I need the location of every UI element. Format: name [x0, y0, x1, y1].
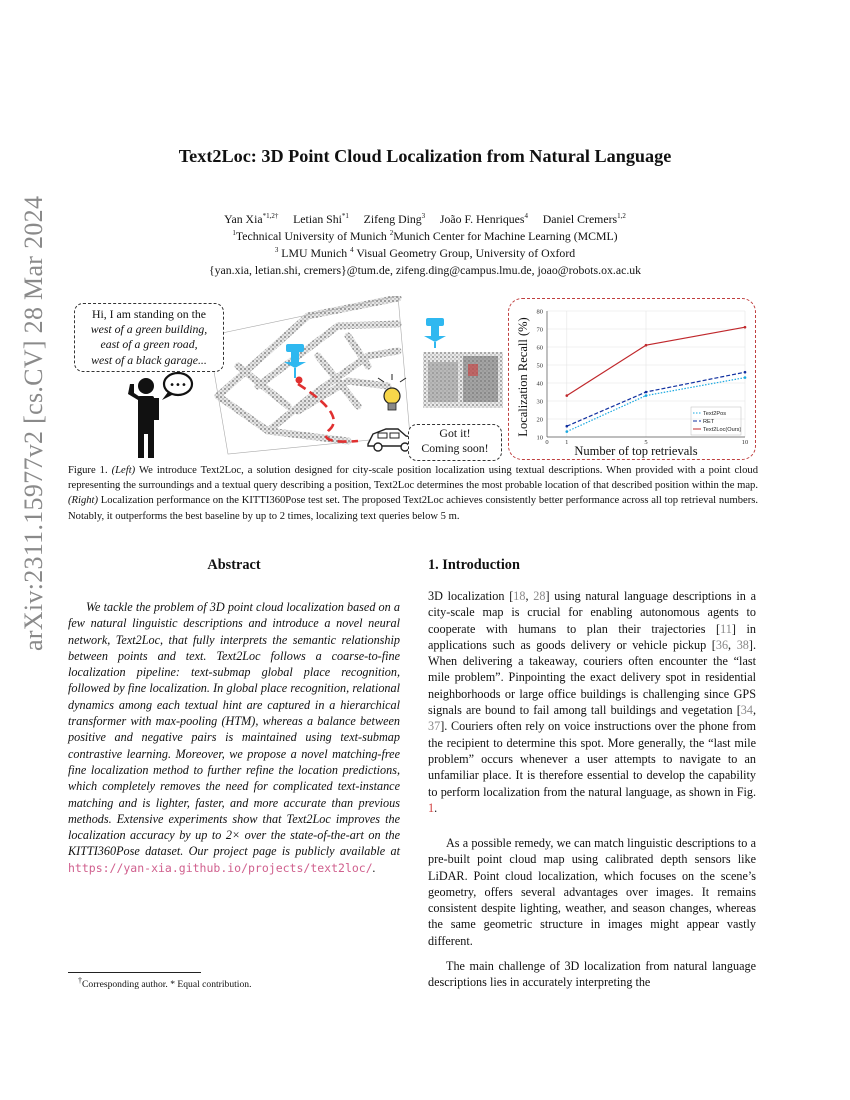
person-on-phone-icon [128, 378, 159, 458]
intro-text: 3D localization [ [428, 589, 514, 603]
introduction-heading: 1. Introduction [428, 557, 520, 573]
abstract-body [68, 599, 400, 876]
caption-right-tag: (Right) [68, 495, 99, 507]
citation-link[interactable]: 28 [533, 589, 546, 603]
car-reply-line-1: Got it! [439, 426, 471, 440]
intro-text: ]. When delivering a takeaway, couriers often encounter the “last mile problem”. Pinpointing the exact delivery spot in residential neighborhoods or large office buildings is challenging since GPS signals are bound to fail among tall buildings and vegetation [ [428, 637, 756, 718]
author: Letian Shi$^{*1}$ [293, 212, 349, 226]
data-point [566, 394, 569, 397]
x-tick-label: 0 [545, 439, 549, 446]
y-tick-label: 10 [536, 434, 543, 442]
data-point [645, 394, 648, 397]
citation-link[interactable]: 37 [428, 719, 441, 734]
data-point [744, 371, 747, 374]
light-bulb-icon [378, 374, 406, 410]
recall-chart-frame [508, 298, 756, 460]
author: João F. Henriques$^4$ [439, 212, 528, 226]
y-tick-label: 50 [536, 362, 543, 370]
legend-label: Text2Pos [703, 411, 727, 417]
data-point [645, 391, 648, 394]
author: Zifeng Ding$^3$ [363, 212, 426, 226]
intro-paragraph-1 [428, 588, 756, 816]
citation-link[interactable]: 18 [513, 589, 526, 603]
y-tick-label: 80 [536, 308, 543, 316]
data-point [566, 425, 569, 428]
legend-label: Text2Loc(Ours) [703, 427, 742, 433]
citation-link[interactable]: 34 [740, 703, 753, 718]
author-list [0, 212, 850, 227]
query-speech-bubble [74, 303, 224, 372]
abstract-end: . [372, 860, 376, 875]
footnote-rule [68, 972, 201, 973]
local-point-cloud-scene [423, 352, 503, 408]
recall-line-chart [509, 299, 755, 459]
citation-link[interactable]: 36 [715, 637, 729, 652]
footnote-mark: † [78, 976, 82, 985]
affiliation-line-1: $^1$Technical University of Munich $^2$Munich Center for Machine Learning (MCML) [232, 229, 618, 243]
y-tick-label: 40 [536, 380, 543, 388]
target-location-dot [296, 377, 303, 384]
data-point [645, 344, 648, 347]
intro-text: ] using natural language descriptions in a city-scale map is crucial for enabling autonomous agents to cooperate with humans to plan their trajectories [ [428, 589, 756, 636]
data-point [744, 376, 747, 379]
caption-label: Figure 1. [68, 465, 108, 476]
project-page-link[interactable]: https://yan-xia.github.io/projects/text2loc/ [68, 860, 373, 875]
intro-text: , [752, 703, 756, 718]
y-tick-label: 60 [536, 344, 543, 352]
citation-link[interactable]: 11 [720, 621, 732, 636]
chart-xlabel: Number of top retrievals [574, 444, 698, 458]
intro-paragraph-3: The main challenge of 3D localization from natural language descriptions lies in accurately interpreting the [428, 959, 756, 990]
intro-text: , [728, 637, 737, 652]
author: Yan Xia$^{*1,2\dagger}$ [224, 212, 279, 226]
intro-text: ]. Couriers often rely on voice instructions over the phone from the recipient to determine this spot. More generally, the “last mile problem” occurs whenever a user attempts to navigate to an unfamiliar place. It is therefore essential to develop the capability to perform localization from the natural language, as shown in Fig. [428, 719, 756, 799]
bubble-line-1: Hi, I am standing on the [91, 307, 207, 321]
series-line [567, 372, 745, 426]
caption-text-1: We introduce Text2Loc, a solution designed for city-scale position localization using textual descriptions. When provided with a point cloud representing the surroundings and a textual query describing a position, Text2Loc determines the most probable location of that described position within the map. [68, 465, 758, 492]
bubble-line-2: west of a green building, [90, 322, 208, 337]
intro-text: . [434, 800, 438, 815]
bubble-line-3: east of a green road, [100, 337, 198, 352]
figure-ref-link[interactable]: 1 [428, 800, 435, 815]
caption-left-tag: (Left) [111, 465, 136, 476]
chart-legend [691, 407, 741, 435]
caption-text-2: Localization performance on the KITTI360Pose test set. The proposed Text2Loc achieves consistently better performance across all top retrieval numbers. Notably, it outperforms the best baseline by up to 2 times, localizing text queries below 5 m. [68, 495, 758, 522]
citation-link[interactable]: 38 [736, 637, 749, 652]
abstract-heading: Abstract [207, 557, 261, 573]
data-point [566, 430, 569, 433]
y-tick-label: 70 [536, 326, 543, 334]
figure-caption [68, 463, 758, 524]
series-line [567, 327, 745, 395]
series-line [567, 378, 745, 432]
x-tick-label: 10 [741, 439, 749, 446]
map-pin-icon [424, 318, 446, 348]
affiliation-line-2: $^3$ LMU Munich $^4$ Visual Geometry Group, University of Oxford [274, 246, 576, 260]
author-emails: {yan.xia, letian.shi, cremers}@tum.de, zifeng.ding@campus.lmu.de, joao@robots.ox.ac.uk [208, 263, 642, 277]
footnote-text: Corresponding author. * Equal contribution. [82, 979, 252, 991]
figure-illustration [68, 296, 508, 460]
paper-title: Text2Loc: 3D Point Cloud Localization from Natural Language [178, 146, 672, 166]
footnote [68, 976, 378, 990]
abstract-text: We tackle the problem of 3D point cloud localization based on a few natural linguistic descriptions and introduce a novel neural network, Text2Loc, that fully interprets the semantic relationship between points and text. Text2Loc follows a coarse-to-fine localization pipeline: text-submap global place recognition, followed by fine localization. In global place recognition, relational dynamics among each textual hint are captured in a hierarchical transformer with max-pooling (HTM), whereas a balance between positive and negative pairs is maintained using text-submap contrastive learning. Moreover, we propose a novel matching-free fine localization method to further refine the location predictions, which completely removes the need for complicated text-instance matching and is lighter, faster, and more accurate than previous methods. Extensive experiments show that Text2Loc improves the localization accuracy by up to 2× over the state-of-the-art on the KITTI360Pose dataset. Our project page is publicly available at [68, 600, 400, 859]
y-tick-label: 30 [536, 398, 543, 406]
y-tick-label: 20 [536, 416, 543, 424]
arxiv-side-stamp: arXiv:2311.15977v2 [cs.CV] 28 Mar 2024 [19, 195, 48, 651]
data-point [744, 326, 747, 329]
bubble-line-4: west of a black garage... [91, 352, 207, 367]
point-cloud-streets [218, 298, 398, 441]
speech-dots: ••• [169, 380, 187, 391]
car-reply-bubble [408, 424, 502, 461]
legend-label: RET [703, 419, 715, 425]
intro-text: ] in applications such as goods delivery or vehicle pickup [ [428, 621, 756, 652]
author: Daniel Cremers$^{1,2}$ [542, 212, 626, 226]
x-tick-label: 5 [644, 439, 648, 446]
intro-paragraph-2: As a possible remedy, we can match linguistic descriptions to a pre-built point cloud map using calibrated depth sensors like LiDAR. Point cloud localization, which focuses on the scene’s geometry, offers several advantages over images. It remains consistent despite lighting, weather, and season changes, whereas the same geometric structure in images might appear vastly different. [428, 836, 756, 948]
intro-text: , [525, 589, 534, 603]
car-reply-line-2: Coming soon! [421, 441, 489, 456]
chart-ylabel: Localization Recall (%) [516, 317, 530, 437]
x-tick-label: 1 [565, 439, 569, 446]
